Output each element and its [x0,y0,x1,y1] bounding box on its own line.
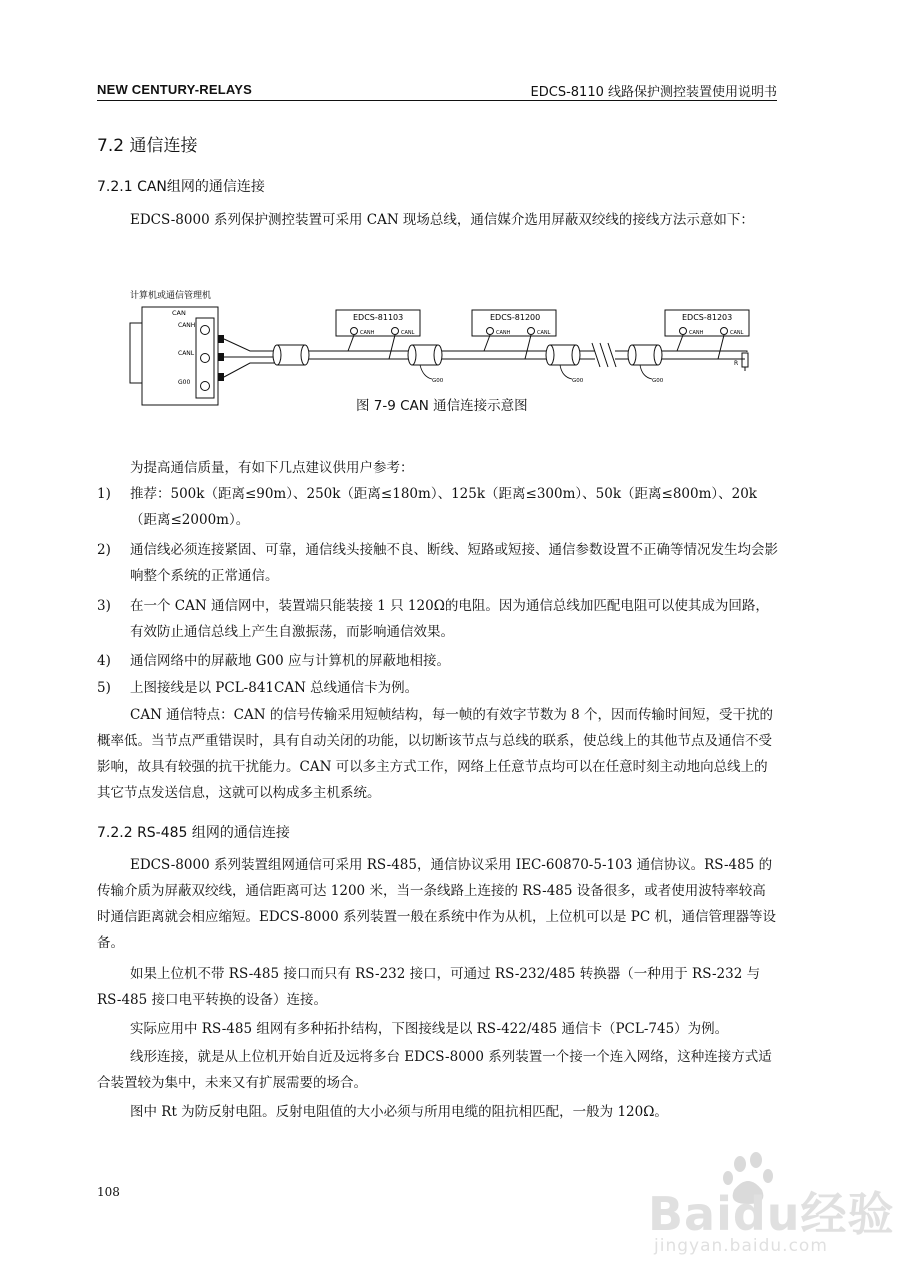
subsection-heading-rs485: 7.2.2 RS-485 组网的通信连接 [97,825,290,841]
list-item-text: 推荐：500k（距离≤90m）、250k（距离≤180m）、125k（距离≤300m）、50k（距离≤800m）、20k（距离≤2000m）。 [130,486,757,528]
suggestions-intro: 为提高通信质量，有如下几点建议供用户参考： [130,460,414,476]
resistor-label: R [734,360,739,367]
svg-text:CANH: CANH [689,330,704,336]
list-item [97,537,779,589]
list-item-text: 上图接线是以 PCL-841CAN 总线通信卡为例。 [130,680,419,696]
device-label-3: EDCS-81203 [682,313,733,322]
rs485-paragraph-3: 实际应用中 RS-485 组网有多种拓扑结构，下图接线是以 RS-422/485 通信卡（PCL-745）为例。 [130,1021,729,1037]
watermark-url: jingyan.baidu.com [654,1236,828,1256]
list-item-text: 通信网络中的屏蔽地 G00 应与计算机的屏蔽地相接。 [130,653,451,669]
list-item-number: 2) [97,542,111,558]
header-divider [97,100,777,101]
svg-text:CANL: CANL [730,330,744,336]
computer-g00-label: G00 [178,379,191,386]
plug-3 [218,373,224,381]
baidu-watermark [648,1150,898,1260]
plug-2 [218,353,224,361]
terminal-canh [201,326,210,335]
figure-caption: 图 7-9 CAN 通信连接示意图 [356,398,528,414]
list-item-number: 1) [97,486,111,502]
rs485-paragraph-4: 线形连接，就是从上位机开始自近及远将多台 EDCS-8000 系列装置一个接一个连入网络，这种连接方式适合装置较为集中，未来又有扩展需要的场合。 [97,1049,772,1091]
svg-text:CANH: CANH [360,330,375,336]
can-features-paragraph: CAN 通信特点：CAN 的信号传输采用短帧结构，每一帧的有效字节数为 8 个，因而传输时间短，受干扰的概率低。当节点严重错误时，具有自动关闭的功能，以切断该节点与总线的联系，使总线上的其他节点及通信不受影响，故具有较强的抗干扰能力。CAN 可以多主方式工作，网络上任意节点均可以在任意时刻主动地向总线上的其它节点发送信息，这就可以构成多主机系统。 [97,707,774,801]
svg-text:CANL: CANL [537,330,551,336]
computer-canl-label: CANL [178,350,195,357]
rs485-paragraph-2: 如果上位机不带 RS-485 接口而只有 RS-232 接口，可通过 RS-232/485 转换器（一种用于 RS-232 与 RS-485 接口电平转换的设备）连接。 [97,966,761,1008]
section-heading: 7.2 通信连接 [97,136,198,156]
svg-text:CANL: CANL [401,330,415,336]
running-header-left: NEW CENTURY-RELAYS [97,82,253,97]
list-item [97,593,779,645]
list-item-number: 5) [97,680,111,696]
list-item [97,675,779,701]
plug-1 [218,335,224,343]
watermark-brand: Baidu经验 [648,1187,895,1241]
computer-connector [196,318,214,398]
computer-can-label: CAN [172,309,186,317]
list-item [97,481,779,533]
can-intro-paragraph: EDCS-8000 系列保护测控装置可采用 CAN 现场总线，通信媒介选用屏蔽双绞线的接线方法示意如下： [130,212,754,228]
device-label-1: EDCS-81103 [353,313,404,322]
rs485-paragraph-5: 图中 Rt 为防反射电阻。反射电阻值的大小必须与所用电缆的阻抗相匹配，一般为 120Ω。 [130,1104,668,1120]
list-item [97,648,779,674]
computer-side-panel [130,323,142,383]
shield-ground-label-3: G00 [652,378,664,384]
computer-label: 计算机或通信管理机 [130,291,212,301]
shield-ground-label-1: G00 [432,378,444,384]
list-item-text: 在一个 CAN 通信网中，装置端只能装接 1 只 120Ω的电阻。因为通信总线加匹配电阻可以使其成为回路，有效防止通信总线上产生自激振荡，而影响通信效果。 [130,598,769,640]
list-item-text: 通信线必须连接紧固、可靠，通信线头接触不良、断线、短路或短接、通信参数设置不正确等情况发生均会影响整个系统的正常通信。 [130,542,778,584]
subsection-heading-can: 7.2.1 CAN组网的通信连接 [97,179,265,195]
computer-canh-label: CANH [178,322,196,329]
terminal-canl [201,354,210,363]
rs485-paragraph-1: EDCS-8000 系列装置组网通信可采用 RS-485，通信协议采用 IEC-60870-5-103 通信协议。RS-485 的传输介质为屏蔽双绞线，通信距离可达 1200 米，当一条线路上连接的 RS-485 设备很多，或者使用波特率较高时通信距离就会相应缩短。EDCS-8000 系列装置一般在系统中作为从机，上位机可以是 PC 机，通信管理器等设备。 [97,857,776,951]
list-item-number: 3) [97,598,111,614]
page-number: 108 [97,1185,120,1199]
svg-text:CANH: CANH [496,330,511,336]
running-header-right: EDCS-8110 线路保护测控装置使用说明书 [530,85,777,100]
list-item-number: 4) [97,653,111,669]
shield-ground-label-2: G00 [572,378,584,384]
device-label-2: EDCS-81200 [490,313,541,322]
cable-break-mark [592,343,616,367]
terminating-resistor [742,353,748,367]
terminal-g00 [201,382,210,391]
